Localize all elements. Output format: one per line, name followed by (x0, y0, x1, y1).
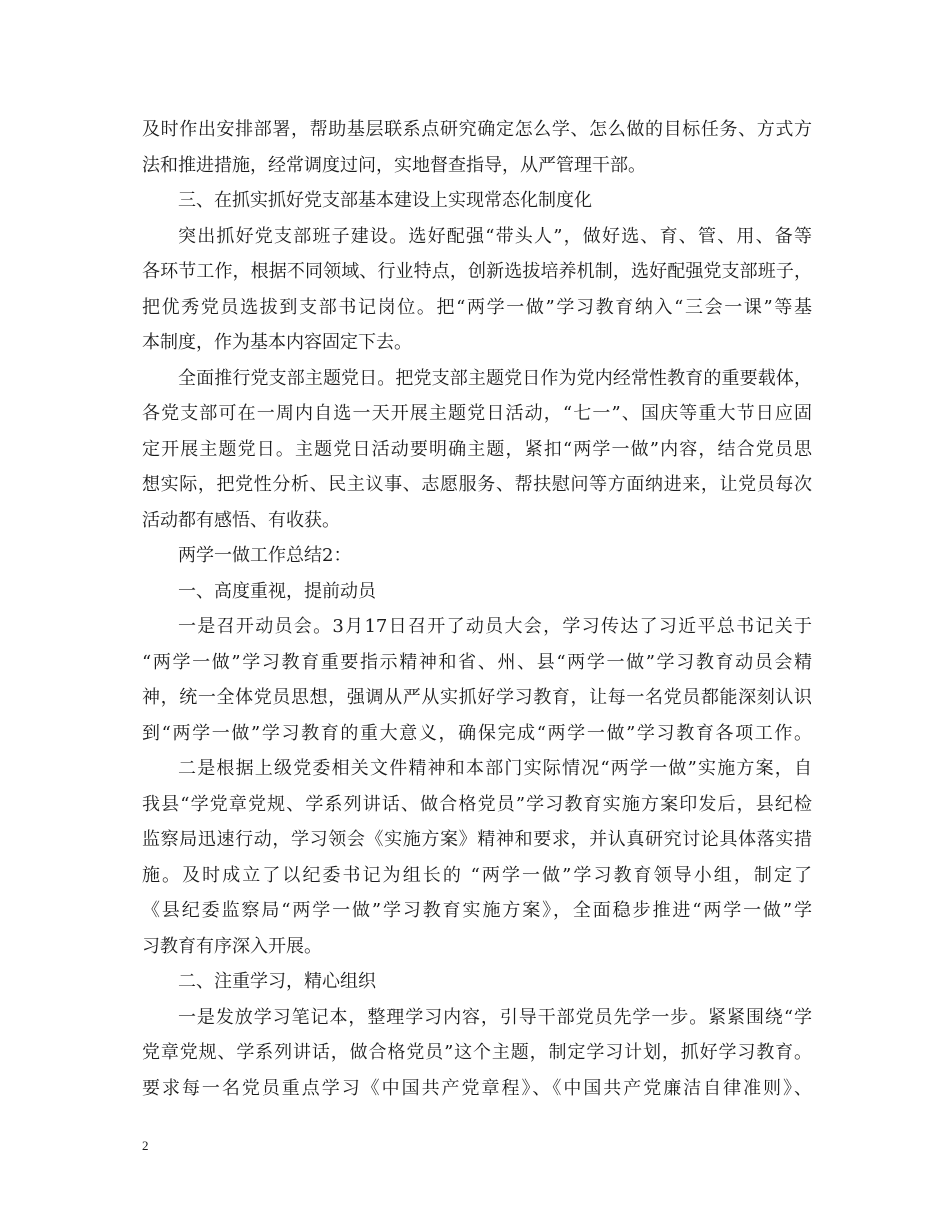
document-body (142, 112, 812, 1106)
text-line: 习教育有序深入开展。 (142, 935, 322, 957)
text-line: 全面推行党支部主题党日。把党支部主题党日作为党内经常性教育的重要载体， (178, 367, 812, 389)
text-line: 活动都有感悟、有收获。 (142, 509, 340, 531)
text-line: 监察局迅速行动，学习领会《实施方案》精神和要求，并认真研究讨论具体落实措 (142, 829, 812, 850)
text-line: 到“两学一做”学习教育的重大意义，确保完成“两学一做”学习教育各项工作。 (142, 722, 812, 744)
text-line: 两学一做工作总结2： (178, 545, 352, 566)
text-line: 及时作出安排部署，帮助基层联系点研究确定怎么学、怎么做的目标任务、方式方 (142, 119, 812, 140)
text-line: 本制度，作为基本内容固定下去。 (142, 332, 412, 353)
text-line: 二是根据上级党委相关文件精神和本部门实际情况“两学一做”实施方案，自 (178, 758, 812, 779)
text-line: 各环节工作，根据不同领域、行业特点，创新选拔培养机制，选好配强党支部班子， (142, 261, 812, 282)
text-line: 一是召开动员会。3月17日召开了动员大会，学习传达了习近平总书记关于 (178, 616, 812, 637)
text-line: 把优秀党员选拔到支部书记岗位。把“两学一做”学习教育纳入“三会一课”等基 (142, 296, 812, 318)
text-line: 我县“学党章党规、学系列讲话、做合格党员”学习教育实施方案印发后，县纪检 (142, 793, 812, 815)
text-line: 三、在抓实抓好党支部基本建设上实现常态化制度化 (178, 190, 592, 211)
text-line: 神，统一全体党员思想，强调从严从实抓好学习教育，让每一名党员都能深刻认识 (142, 687, 812, 708)
text-line: 各党支部可在一周内自选一天开展主题党日活动，“七一”、国庆等重大节日应固 (142, 403, 812, 424)
text-line: 突出抓好党支部班子建设。选好配强“带头人”，做好选、育、管、用、备等 (178, 225, 812, 247)
text-line: 想实际，把党性分析、民主议事、志愿服务、帮扶慰问等方面纳进来，让党员每次 (142, 474, 812, 495)
page-number: 2 (142, 1138, 149, 1153)
text-line: 要求每一名党员重点学习《中国共产党章程》、《中国共产党廉洁自律准则》、 (142, 1077, 812, 1099)
text-line: 《县纪委监察局“两学一做”学习教育实施方案》，全面稳步推进“两学一做”学 (142, 900, 812, 921)
text-line: “两学一做”学习教育重要指示精神和省、州、县“两学一做”学习教育动员会精 (142, 651, 812, 673)
text-line: 二、注重学习，精心组织 (178, 971, 376, 992)
text-line: 定开展主题党日。主题党日活动要明确主题，紧扣“两学一做”内容，结合党员思 (142, 438, 812, 460)
text-line: 一、高度重视，提前动员 (178, 580, 376, 602)
text-line: 党章党规、学系列讲话，做合格党员”这个主题，制定学习计划，抓好学习教育。 (142, 1042, 812, 1063)
text-line: 一是发放学习笔记本，整理学习内容，引导干部党员先学一步。紧紧围绕“学 (178, 1006, 812, 1028)
text-line: 法和推进措施，经常调度过问，实地督查指导，从严管理干部。 (142, 154, 646, 176)
text-line: 施。及时成立了以纪委书记为组长的 “两学一做”学习教育领导小组，制定了 (142, 864, 812, 886)
